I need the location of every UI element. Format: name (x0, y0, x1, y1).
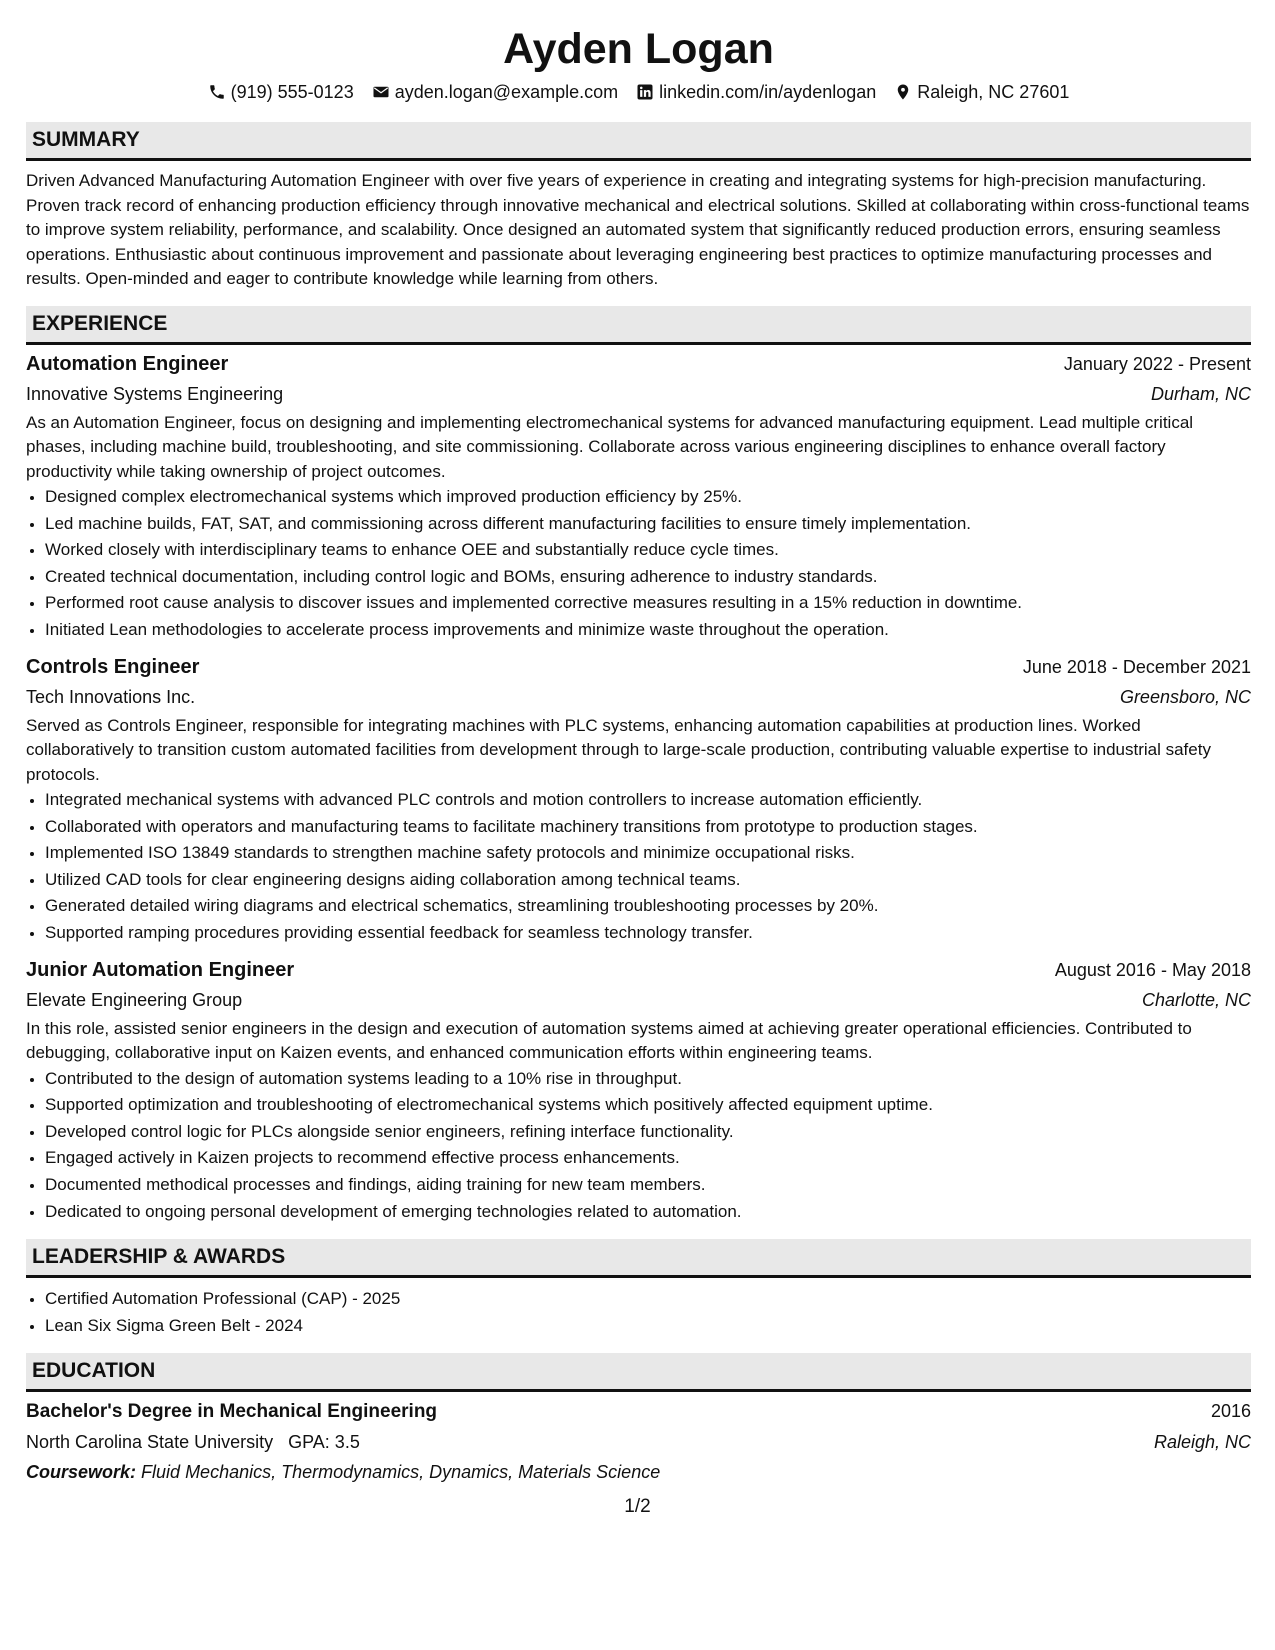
contact-phone (208, 78, 354, 106)
job-location: Greensboro, NC (1119, 686, 1251, 707)
contact-linkedin[interactable] (636, 78, 876, 106)
job-dates: January 2022 - Present (1063, 353, 1251, 374)
job-entry (26, 955, 1251, 1226)
job-dates: August 2016 - May 2018 (1054, 959, 1251, 980)
coursework-label: Coursework: (26, 1462, 137, 1483)
school-location: Raleigh, NC (1153, 1432, 1251, 1453)
coursework-line (26, 1457, 1251, 1487)
school-name: North Carolina State University (26, 1432, 274, 1453)
resume-page (26, 20, 1251, 1487)
job-entry (26, 349, 1251, 644)
list-item: • Collaborated with operators and manufacturing teams to facilitate machinery transitions from prototype to production stages. (45, 814, 1251, 841)
email-link[interactable]: ayden.logan@example.com (394, 82, 619, 102)
list-item: • Initiated Lean methodologies to accelerate process improvements and minimize waste throughout the operation. (45, 617, 1251, 644)
list-item: • Contributed to the design of automation systems leading to a 10% rise in throughput. (45, 1066, 1251, 1093)
job-company: Innovative Systems Engineering (26, 383, 284, 404)
job-location: Durham, NC (1150, 383, 1251, 404)
list-item: • Performed root cause analysis to discover issues and implemented corrective measures resulting in a 15% reduction in downtime. (45, 590, 1251, 617)
list-item: • Implemented ISO 13849 standards to strengthen machine safety protocols and minimize occupational risks. (45, 840, 1251, 867)
job-company-row (26, 379, 1251, 409)
summary-text: Driven Advanced Manufacturing Automation Engineer with over five years of experience in creating and integrating systems for high-precision manufacturing. Proven track record of enhancing production efficiency through innovative mechanical and electrical solutions. Skilled at collaborating within cross-functional teams to improve system reliability, performance, and scalability. Once designed an automated system that significantly reduced production errors, ensuring seamless operations. Enthusiastic about continuous improvement and passionate about leveraging engineering best practices to optimize manufacturing processes and results. Open-minded and eager to contribute knowledge while learning from others. (26, 171, 1250, 288)
location-text: Raleigh, NC 27601 (917, 82, 1070, 102)
coursework-list: Fluid Mechanics, Thermodynamics, Dynamics, Materials Science (141, 1462, 661, 1483)
list-item: • Integrated mechanical systems with advanced PLC controls and motion controllers to increase automation efficiently. (45, 787, 1251, 814)
contact-location (894, 78, 1069, 106)
list-item: • Dedicated to ongoing personal development of emerging technologies related to automation. (45, 1199, 1251, 1226)
list-item: • Supported optimization and troubleshooting of electromechanical systems which positively affected equipment uptime. (45, 1092, 1251, 1119)
list-item: • Utilized CAD tools for clear engineering designs aiding collaboration among technical teams. (45, 867, 1251, 894)
school-row (26, 1427, 1251, 1457)
job-title: Junior Automation Engineer (26, 958, 295, 981)
job-company: Tech Innovations Inc. (26, 686, 196, 707)
job-dates: June 2018 - December 2021 (1022, 656, 1251, 677)
job-bullets (26, 484, 1251, 644)
map-marker-icon (894, 83, 912, 101)
contact-email[interactable] (372, 78, 618, 106)
page-number: 1/2 (624, 1496, 651, 1517)
list-item: • Lean Six Sigma Green Belt - 2024 (45, 1313, 1251, 1340)
graduation-year: 2016 (1210, 1401, 1251, 1422)
job-company: Elevate Engineering Group (26, 989, 243, 1010)
list-item: • Engaged actively in Kaizen projects to recommend effective process enhancements. (45, 1145, 1251, 1172)
degree-title: Bachelor's Degree in Mechanical Engineering (26, 1401, 438, 1423)
job-entry (26, 652, 1251, 947)
gpa: GPA: 3.5 (288, 1432, 360, 1453)
awards-list (26, 1286, 1251, 1339)
job-title-row (26, 349, 1251, 379)
job-company-row (26, 682, 1251, 712)
school-line (26, 1427, 360, 1457)
list-item: • Certified Automation Professional (CAP) - 2025 (45, 1286, 1251, 1313)
envelope-icon (372, 83, 390, 101)
education-entry (26, 1396, 1251, 1487)
list-item: • Led machine builds, FAT, SAT, and commissioning across different manufacturing facilities to ensure timely implementation. (45, 511, 1251, 538)
job-bullets (26, 1066, 1251, 1226)
candidate-name: Ayden Logan (503, 25, 774, 73)
contact-bar (26, 78, 1251, 106)
degree-row (26, 1396, 1251, 1427)
job-description: In this role, assisted senior engineers in the design and execution of automation systems aimed at achieving greater operational efficiencies. Contributed to debugging, collaborative input on Kaizen events, and enhanced communication efforts within engineering teams. (26, 1018, 1192, 1063)
job-title: Automation Engineer (26, 352, 229, 375)
list-item: • Worked closely with interdisciplinary teams to enhance OEE and substantially reduce cycle times. (45, 537, 1251, 564)
linkedin-link[interactable]: linkedin.com/in/aydenlogan (659, 82, 877, 102)
awards-heading: LEADERSHIP & AWARDS (26, 1239, 1251, 1278)
phone-icon (208, 83, 226, 101)
phone-text: (919) 555-0123 (230, 82, 354, 102)
job-company-row (26, 985, 1251, 1015)
linkedin-icon (636, 83, 654, 101)
list-item: • Created technical documentation, including control logic and BOMs, ensuring adherence to industry standards. (45, 564, 1251, 591)
job-title: Controls Engineer (26, 655, 200, 678)
list-item: • Designed complex electromechanical systems which improved production efficiency by 25%. (45, 484, 1251, 511)
list-item: • Generated detailed wiring diagrams and electrical schematics, streamlining troubleshooting processes by 20%. (45, 893, 1251, 920)
job-title-row (26, 955, 1251, 985)
education-heading: EDUCATION (26, 1353, 1251, 1392)
job-description: Served as Controls Engineer, responsible for integrating machines with PLC systems, enhancing automation capabilities at production lines. Worked collaboratively to transition custom automated facilities from development through to large-scale production, contributing valuable expertise to industrial safety protocols. (26, 715, 1211, 784)
list-item: • Developed control logic for PLCs alongside senior engineers, refining interface functionality. (45, 1119, 1251, 1146)
job-bullets (26, 787, 1251, 947)
experience-heading: EXPERIENCE (26, 306, 1251, 345)
job-description: As an Automation Engineer, focus on designing and implementing electromechanical systems for advanced manufacturing equipment. Lead multiple critical phases, including machine build, troubleshooting, and site commissioning. Collaborate across various engineering disciplines to enhance overall factory productivity while taking ownership of project outcomes. (26, 412, 1194, 481)
list-item: • Documented methodical processes and findings, aiding training for new team members. (45, 1172, 1251, 1199)
job-location: Charlotte, NC (1141, 989, 1251, 1010)
job-title-row (26, 652, 1251, 682)
list-item: • Supported ramping procedures providing essential feedback for seamless technology transfer. (45, 920, 1251, 947)
summary-heading: SUMMARY (26, 122, 1251, 161)
